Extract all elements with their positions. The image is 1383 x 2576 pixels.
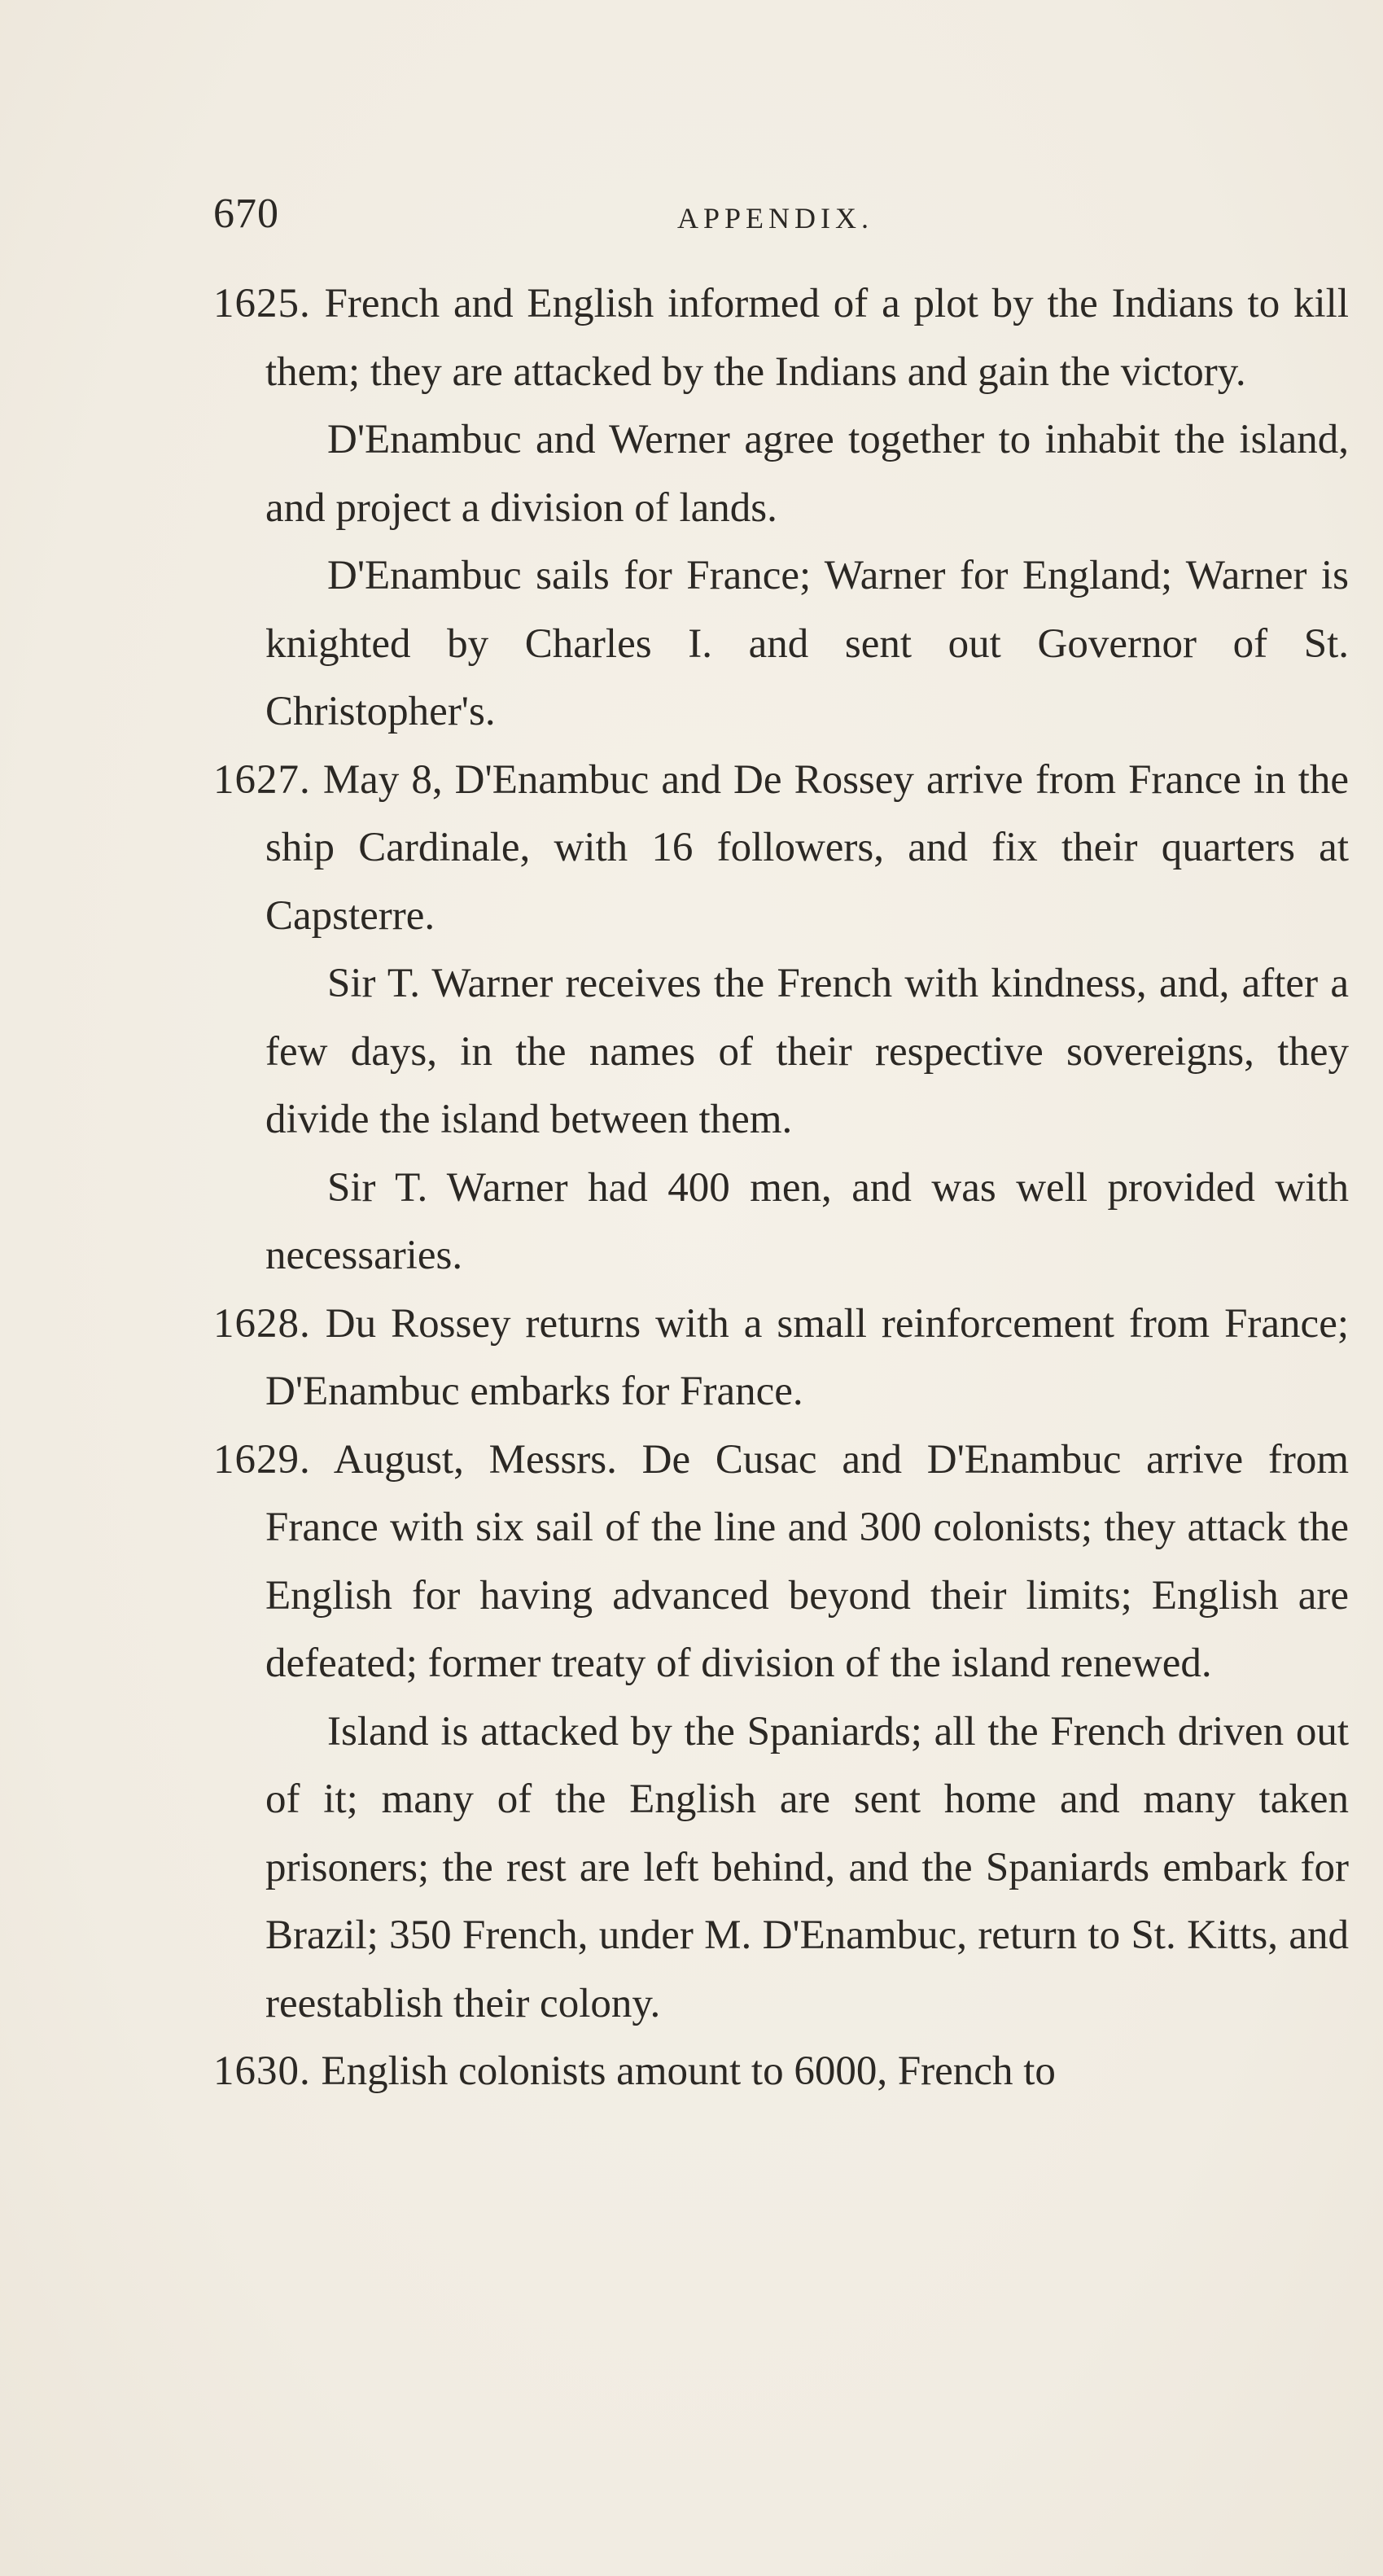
entry-year: 1627. [213, 756, 311, 803]
chronology-paragraph: Sir T. Warner had 400 men, and was well provided with necessaries. [265, 1164, 1349, 1278]
entry-text: English colonists amount to 6000, French to [321, 2048, 1056, 2094]
page-header [213, 186, 1141, 243]
entry-year: 1625. [213, 281, 311, 326]
chronology-entry-1627 [213, 747, 1349, 951]
entry-year: 1628. [213, 1300, 311, 1347]
page-number: 670 [213, 191, 279, 237]
chronology-entry-1625 [213, 270, 1349, 406]
entry-text: French and English informed of a plot by the Indians to kill them; they are attacked by the Indians and gain the victory. [265, 281, 1350, 395]
entry-year: 1630. [213, 2048, 311, 2094]
chronology-paragraph: Island is attacked by the Spaniards; all the French driven out of it; many of the English are sent home and many taken prisoners; the rest are left behind, and the Spaniards embark for Brazil; 350 French, under M. D'Enambuc, return to St. Kitts, and reestablish their colony. [265, 1708, 1349, 2026]
entry-year: 1629. [213, 1436, 311, 1483]
chronology-text [213, 270, 1349, 2106]
entry-text: May 8, D'Enambuc and De Rossey arrive from France in the ship Cardinale, with 16 followers, and fix their quarters at Capsterre. [265, 756, 1349, 939]
entry-text: August, Messrs. De Cusac and D'Enambuc arrive from France with six sail of the line and 300 colonists; they attack the English for having advanced beyond their limits; English are defeated; former treaty of division of the island renewed. [265, 1436, 1349, 1686]
entry-text: Du Rossey returns with a small reinforcement from France; D'Enambuc embarks for France. [265, 1300, 1349, 1414]
chronology-paragraph: Sir T. Warner receives the French with kindness, and, after a few days, in the names of their respective sovereigns, they divide the island between them. [265, 961, 1349, 1142]
chronology-entry-1629 [213, 1426, 1349, 1698]
chronology-paragraph: D'Enambuc sails for France; Warner for England; Warner is knighted by Charles I. and sent out Governor of St. Christopher's. [265, 553, 1349, 734]
chronology-entry-1628 [213, 1290, 1349, 1426]
running-head: APPENDIX. [677, 202, 874, 234]
chronology-entry-1630 [213, 2038, 1349, 2106]
chronology-paragraph: D'Enambuc and Werner agree together to inhabit the island, and project a division of lands. [265, 417, 1349, 531]
